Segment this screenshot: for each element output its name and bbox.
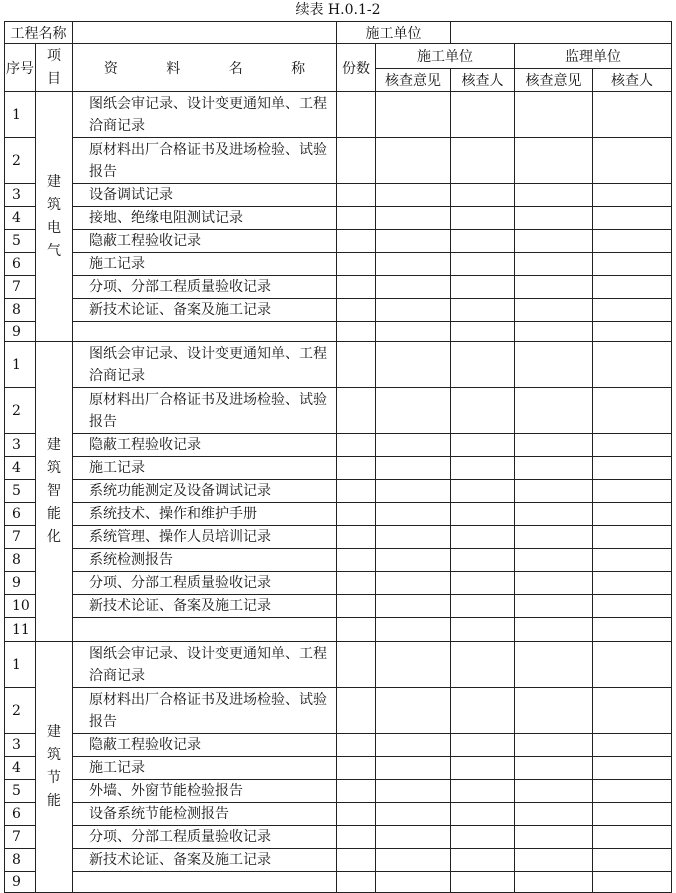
construction-opinion-cell[interactable] <box>376 184 451 207</box>
supervision-checker-cell[interactable] <box>593 595 672 618</box>
table-row <box>5 549 672 572</box>
section-label-char: 化 <box>47 529 61 545</box>
row-number: 3 <box>5 184 36 207</box>
construction-checker-cell[interactable] <box>451 322 515 342</box>
row-number: 3 <box>5 434 36 457</box>
project-name-field[interactable] <box>73 22 337 44</box>
row-number: 2 <box>5 138 36 184</box>
construction-checker-cell[interactable] <box>451 826 515 849</box>
supervision-opinion-cell[interactable] <box>515 480 593 503</box>
supervision-checker-cell[interactable] <box>593 299 672 322</box>
material-name: 原材料出厂合格证书及进场检验、试验报告 <box>73 388 337 434</box>
row-number: 10 <box>5 595 36 618</box>
supervision-checker-cell[interactable] <box>593 342 672 388</box>
row-number: 1 <box>5 342 36 388</box>
row-number: 4 <box>5 757 36 780</box>
section-label-char: 气 <box>47 242 61 259</box>
construction-opinion-cell[interactable] <box>376 757 451 780</box>
row-number: 8 <box>5 849 36 872</box>
construction-opinion-cell[interactable] <box>376 526 451 549</box>
col-item-header-char-1: 项 <box>47 47 61 64</box>
group-construction-header: 施工单位 <box>376 44 515 69</box>
section-label-char: 建 <box>47 173 61 190</box>
material-name: 新技术论证、备案及施工记录 <box>73 595 337 618</box>
row-number: 4 <box>5 207 36 230</box>
construction-checker-cell[interactable] <box>451 230 515 253</box>
table-row <box>5 872 672 893</box>
construction-opinion-cell[interactable] <box>376 299 451 322</box>
construction-opinion-cell[interactable] <box>376 826 451 849</box>
material-name <box>73 322 337 342</box>
copies-cell[interactable] <box>337 549 376 572</box>
table-row <box>5 757 672 780</box>
construction-opinion-cell[interactable] <box>376 549 451 572</box>
row-number: 4 <box>5 457 36 480</box>
material-name: 新技术论证、备案及施工记录 <box>73 299 337 322</box>
construction-opinion-cell[interactable] <box>376 688 451 734</box>
copies-cell[interactable] <box>337 595 376 618</box>
supervision-checker-cell[interactable] <box>593 92 672 138</box>
table-row <box>5 526 672 549</box>
construction-opinion-cell[interactable] <box>376 434 451 457</box>
material-name: 施工记录 <box>73 457 337 480</box>
row-number: 8 <box>5 299 36 322</box>
row-number: 1 <box>5 92 36 138</box>
copies-cell[interactable] <box>337 618 376 642</box>
material-name: 原材料出厂合格证书及进场检验、试验报告 <box>73 138 337 184</box>
construction-checker-cell[interactable] <box>451 92 515 138</box>
row-number: 5 <box>5 480 36 503</box>
supervision-checker-cell[interactable] <box>593 872 672 893</box>
table-row <box>5 572 672 595</box>
supervision-opinion-cell[interactable] <box>515 457 593 480</box>
supervision-checker-cell[interactable] <box>593 230 672 253</box>
construction-opinion-cell[interactable] <box>376 618 451 642</box>
construction-opinion-cell[interactable] <box>376 849 451 872</box>
material-name: 施工记录 <box>73 253 337 276</box>
construction-checker-cell[interactable] <box>451 457 515 480</box>
row-number: 7 <box>5 826 36 849</box>
construction-unit-field[interactable] <box>451 22 672 44</box>
supervision-opinion-cell[interactable] <box>515 138 593 184</box>
supervision-checker-cell[interactable] <box>593 734 672 757</box>
supervision-checker-cell[interactable] <box>593 388 672 434</box>
section-label <box>36 342 73 642</box>
material-name <box>73 872 337 893</box>
row-number: 11 <box>5 618 36 642</box>
table-row <box>5 253 672 276</box>
construction-checker-cell[interactable] <box>451 276 515 299</box>
row-number: 9 <box>5 872 36 893</box>
col-copies-header: 份数 <box>337 44 376 92</box>
row-number: 1 <box>5 642 36 688</box>
supervision-opinion-cell[interactable] <box>515 872 593 893</box>
material-name: 施工记录 <box>73 757 337 780</box>
row-number: 6 <box>5 803 36 826</box>
copies-cell[interactable] <box>337 322 376 342</box>
supervision-opinion-cell[interactable] <box>515 184 593 207</box>
construction-opinion-cell[interactable] <box>376 230 451 253</box>
supervision-opinion-cell[interactable] <box>515 434 593 457</box>
copies-cell[interactable] <box>337 388 376 434</box>
supervision-checker-cell[interactable] <box>593 276 672 299</box>
table-row <box>5 322 672 342</box>
copies-cell[interactable] <box>337 526 376 549</box>
copies-cell[interactable] <box>337 803 376 826</box>
construction-opinion-cell[interactable] <box>376 253 451 276</box>
section-label-char: 筑 <box>47 747 61 763</box>
material-check-table <box>4 21 672 893</box>
supervision-opinion-cell[interactable] <box>515 92 593 138</box>
table-row <box>5 342 672 388</box>
table-body <box>5 22 672 893</box>
section-label <box>36 92 73 342</box>
copies-cell[interactable] <box>337 342 376 388</box>
table-row <box>5 184 672 207</box>
construction-checker-cell[interactable] <box>451 503 515 526</box>
supervision-opinion-cell[interactable] <box>515 734 593 757</box>
table-row <box>5 92 672 138</box>
copies-cell[interactable] <box>337 572 376 595</box>
material-name: 系统检测报告 <box>73 549 337 572</box>
table-row <box>5 849 672 872</box>
supervision-opinion-cell[interactable] <box>515 688 593 734</box>
supervision-checker-cell[interactable] <box>593 642 672 688</box>
row-number: 5 <box>5 780 36 803</box>
section-label-char: 能 <box>47 793 61 809</box>
construction-checker-cell[interactable] <box>451 595 515 618</box>
copies-cell[interactable] <box>337 826 376 849</box>
construction-checker-cell[interactable] <box>451 803 515 826</box>
supervision-checker-cell[interactable] <box>593 138 672 184</box>
material-name: 图纸会审记录、设计变更通知单、工程洽商记录 <box>73 342 337 388</box>
supervision-checker-cell[interactable] <box>593 480 672 503</box>
construction-checker-cell[interactable] <box>451 734 515 757</box>
construction-opinion-cell[interactable] <box>376 276 451 299</box>
supervision-checker-cell[interactable] <box>593 780 672 803</box>
construction-opinion-cell[interactable] <box>376 480 451 503</box>
construction-checker-cell[interactable] <box>451 872 515 893</box>
supervision-checker-cell[interactable] <box>593 688 672 734</box>
supervision-opinion-header: 核查意见 <box>515 69 593 92</box>
construction-checker-cell[interactable] <box>451 138 515 184</box>
construction-checker-cell[interactable] <box>451 184 515 207</box>
construction-opinion-cell[interactable] <box>376 642 451 688</box>
copies-cell[interactable] <box>337 757 376 780</box>
copies-cell[interactable] <box>337 92 376 138</box>
table-row <box>5 138 672 184</box>
material-name <box>73 618 337 642</box>
row-number: 5 <box>5 230 36 253</box>
construction-opinion-cell[interactable] <box>376 92 451 138</box>
copies-cell[interactable] <box>337 253 376 276</box>
copies-cell[interactable] <box>337 276 376 299</box>
construction-checker-header: 核查人 <box>451 69 515 92</box>
table-row <box>5 299 672 322</box>
table-row <box>5 618 672 642</box>
supervision-opinion-cell[interactable] <box>515 595 593 618</box>
supervision-opinion-cell[interactable] <box>515 526 593 549</box>
supervision-checker-cell[interactable] <box>593 184 672 207</box>
table-row <box>5 480 672 503</box>
supervision-opinion-cell[interactable] <box>515 253 593 276</box>
construction-opinion-cell[interactable] <box>376 734 451 757</box>
construction-opinion-cell[interactable] <box>376 780 451 803</box>
construction-opinion-cell[interactable] <box>376 322 451 342</box>
supervision-opinion-cell[interactable] <box>515 207 593 230</box>
section-label-char: 电 <box>47 219 61 236</box>
construction-checker-cell[interactable] <box>451 549 515 572</box>
table-row <box>5 826 672 849</box>
table-row <box>5 803 672 826</box>
copies-cell[interactable] <box>337 849 376 872</box>
supervision-checker-cell[interactable] <box>593 434 672 457</box>
material-name: 隐蔽工程验收记录 <box>73 230 337 253</box>
material-name: 外墙、外窗节能检验报告 <box>73 780 337 803</box>
copies-cell[interactable] <box>337 434 376 457</box>
construction-checker-cell[interactable] <box>451 849 515 872</box>
material-name: 系统技术、操作和维护手册 <box>73 503 337 526</box>
material-name: 隐蔽工程验收记录 <box>73 734 337 757</box>
supervision-opinion-cell[interactable] <box>515 757 593 780</box>
supervision-opinion-cell[interactable] <box>515 322 593 342</box>
table-row <box>5 688 672 734</box>
supervision-checker-cell[interactable] <box>593 618 672 642</box>
construction-checker-cell[interactable] <box>451 618 515 642</box>
table-row <box>5 780 672 803</box>
material-name: 隐蔽工程验收记录 <box>73 434 337 457</box>
copies-cell[interactable] <box>337 230 376 253</box>
supervision-checker-cell[interactable] <box>593 207 672 230</box>
row-number: 2 <box>5 688 36 734</box>
material-name: 设备系统节能检测报告 <box>73 803 337 826</box>
construction-opinion-header: 核查意见 <box>376 69 451 92</box>
material-name: 接地、绝缘电阻测试记录 <box>73 207 337 230</box>
copies-cell[interactable] <box>337 734 376 757</box>
header-row-1 <box>5 44 672 69</box>
copies-cell[interactable] <box>337 184 376 207</box>
construction-opinion-cell[interactable] <box>376 503 451 526</box>
copies-cell[interactable] <box>337 457 376 480</box>
page-title: 续表 H.0.1-2 <box>295 2 381 18</box>
construction-opinion-cell[interactable] <box>376 457 451 480</box>
construction-checker-cell[interactable] <box>451 572 515 595</box>
row-number: 6 <box>5 253 36 276</box>
row-number: 8 <box>5 549 36 572</box>
supervision-opinion-cell[interactable] <box>515 642 593 688</box>
supervision-checker-header: 核查人 <box>593 69 672 92</box>
copies-cell[interactable] <box>337 780 376 803</box>
copies-cell[interactable] <box>337 503 376 526</box>
table-row <box>5 642 672 688</box>
construction-opinion-cell[interactable] <box>376 207 451 230</box>
row-number: 9 <box>5 322 36 342</box>
section-label-char: 建 <box>47 437 61 453</box>
row-number: 9 <box>5 572 36 595</box>
section-label-char: 建 <box>47 724 61 740</box>
material-name: 设备调试记录 <box>73 184 337 207</box>
supervision-opinion-cell[interactable] <box>515 230 593 253</box>
construction-checker-cell[interactable] <box>451 780 515 803</box>
supervision-checker-cell[interactable] <box>593 826 672 849</box>
construction-checker-cell[interactable] <box>451 434 515 457</box>
project-name-label: 工程名称 <box>5 22 73 44</box>
supervision-opinion-cell[interactable] <box>515 849 593 872</box>
supervision-opinion-cell[interactable] <box>515 572 593 595</box>
supervision-opinion-cell[interactable] <box>515 826 593 849</box>
supervision-checker-cell[interactable] <box>593 253 672 276</box>
table-row <box>5 388 672 434</box>
construction-checker-cell[interactable] <box>451 299 515 322</box>
col-material-header: 资 料 名 称 <box>73 44 337 92</box>
supervision-opinion-cell[interactable] <box>515 618 593 642</box>
construction-checker-cell[interactable] <box>451 526 515 549</box>
copies-cell[interactable] <box>337 480 376 503</box>
section-label-char: 筑 <box>47 460 61 476</box>
table-row <box>5 276 672 299</box>
supervision-opinion-cell[interactable] <box>515 503 593 526</box>
construction-checker-cell[interactable] <box>451 342 515 388</box>
supervision-checker-cell[interactable] <box>593 849 672 872</box>
row-number: 7 <box>5 526 36 549</box>
table-row <box>5 503 672 526</box>
section-label-char: 能 <box>47 506 61 522</box>
copies-cell[interactable] <box>337 642 376 688</box>
group-supervision-header: 监理单位 <box>515 44 672 69</box>
construction-unit-label: 施工单位 <box>337 22 451 44</box>
material-name: 新技术论证、备案及施工记录 <box>73 849 337 872</box>
table-row <box>5 457 672 480</box>
copies-cell[interactable] <box>337 299 376 322</box>
supervision-checker-cell[interactable] <box>593 572 672 595</box>
table-row <box>5 230 672 253</box>
supervision-opinion-cell[interactable] <box>515 388 593 434</box>
material-name: 原材料出厂合格证书及进场检验、试验报告 <box>73 688 337 734</box>
construction-opinion-cell[interactable] <box>376 803 451 826</box>
table-row <box>5 207 672 230</box>
material-name: 分项、分部工程质量验收记录 <box>73 572 337 595</box>
section-label <box>36 642 73 893</box>
construction-checker-cell[interactable] <box>451 688 515 734</box>
material-name: 分项、分部工程质量验收记录 <box>73 276 337 299</box>
row-number: 2 <box>5 388 36 434</box>
row-number: 7 <box>5 276 36 299</box>
supervision-opinion-cell[interactable] <box>515 342 593 388</box>
supervision-checker-cell[interactable] <box>593 526 672 549</box>
supervision-opinion-cell[interactable] <box>515 780 593 803</box>
col-item-header-char-2: 目 <box>47 70 61 87</box>
section-label-char: 筑 <box>47 196 61 213</box>
construction-opinion-cell[interactable] <box>376 138 451 184</box>
supervision-opinion-cell[interactable] <box>515 276 593 299</box>
copies-cell[interactable] <box>337 872 376 893</box>
construction-checker-cell[interactable] <box>451 388 515 434</box>
copies-cell[interactable] <box>337 207 376 230</box>
material-name: 系统功能测定及设备调试记录 <box>73 480 337 503</box>
copies-cell[interactable] <box>337 688 376 734</box>
construction-checker-cell[interactable] <box>451 480 515 503</box>
col-seq-header: 序号 <box>5 44 36 92</box>
table-row <box>5 434 672 457</box>
copies-cell[interactable] <box>337 138 376 184</box>
material-name: 图纸会审记录、设计变更通知单、工程洽商记录 <box>73 642 337 688</box>
project-info-row <box>5 22 672 44</box>
construction-checker-cell[interactable] <box>451 253 515 276</box>
col-item-header <box>36 44 73 92</box>
supervision-checker-cell[interactable] <box>593 549 672 572</box>
construction-opinion-cell[interactable] <box>376 595 451 618</box>
table-row <box>5 595 672 618</box>
supervision-opinion-cell[interactable] <box>515 299 593 322</box>
section-label-char: 节 <box>47 770 61 786</box>
table-row <box>5 734 672 757</box>
construction-checker-cell[interactable] <box>451 207 515 230</box>
supervision-checker-cell[interactable] <box>593 322 672 342</box>
material-name: 图纸会审记录、设计变更通知单、工程洽商记录 <box>73 92 337 138</box>
supervision-checker-cell[interactable] <box>593 803 672 826</box>
supervision-checker-cell[interactable] <box>593 757 672 780</box>
supervision-checker-cell[interactable] <box>593 503 672 526</box>
construction-opinion-cell[interactable] <box>376 572 451 595</box>
material-name: 系统管理、操作人员培训记录 <box>73 526 337 549</box>
construction-checker-cell[interactable] <box>451 757 515 780</box>
row-number: 3 <box>5 734 36 757</box>
supervision-checker-cell[interactable] <box>593 457 672 480</box>
supervision-opinion-cell[interactable] <box>515 803 593 826</box>
construction-opinion-cell[interactable] <box>376 872 451 893</box>
construction-checker-cell[interactable] <box>451 642 515 688</box>
section-label-char: 智 <box>47 483 61 499</box>
row-number: 6 <box>5 503 36 526</box>
construction-opinion-cell[interactable] <box>376 342 451 388</box>
supervision-opinion-cell[interactable] <box>515 549 593 572</box>
material-name: 分项、分部工程质量验收记录 <box>73 826 337 849</box>
construction-opinion-cell[interactable] <box>376 388 451 434</box>
